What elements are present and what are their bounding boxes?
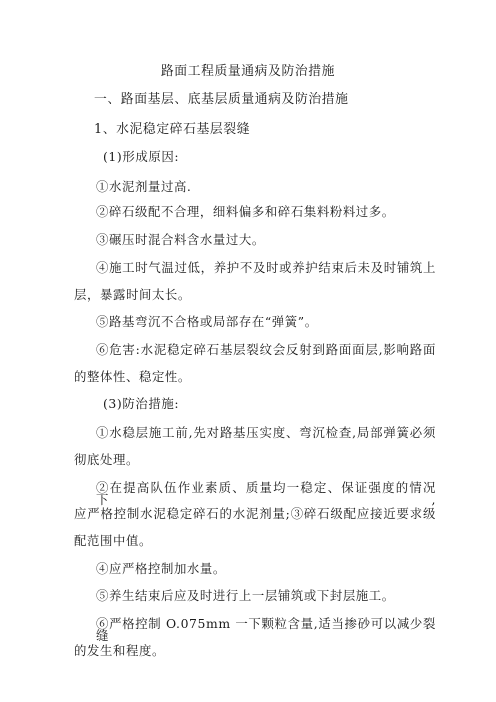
- cause-item-2: ②碎石级配不合理，细料偏多和碎石集料粉料过多。: [96, 204, 395, 219]
- measure-item-6-cont: 的发生和程度。: [74, 643, 165, 658]
- document-title: 路面工程质量通病及防治措施: [160, 64, 336, 79]
- cause-item-6: ⑥危害:水泥稳定碎石基层裂纹会反射到路面面层,影响路面: [96, 342, 436, 357]
- measure-item-5: ⑤养生结束后应及时进行上一层铺筑或下封层施工。: [96, 588, 395, 603]
- cause-item-4: ④施工时气温过低，养护不及时或养护结束后未及时铺筑上: [96, 260, 436, 275]
- section-heading: 一、路面基层、底基层质量通病及防治措施: [94, 92, 349, 107]
- cause-item-6-cont: 的整体性、稳定性。: [74, 369, 191, 384]
- cause-item-4-cont: 层，暴露时间太长。: [74, 287, 191, 302]
- measure-item-1-cont: 彻底处理。: [74, 452, 139, 467]
- cause-item-1: ①水泥剂量过高.: [96, 179, 192, 194]
- cause-item-5: ⑤路基弯沉不合格或局部存在“弹簧”。: [96, 314, 318, 329]
- measure-item-1: ①水稳层施工前,先对路基压实度、弯沉检查,局部弹簧必须: [96, 425, 436, 440]
- measure-item-6: ⑥严格控制 O.075mm 一下颗粒含量,适当掺砂可以减少裂缝: [96, 616, 436, 644]
- causes-heading: (1)形成原因:: [103, 149, 180, 164]
- measure-item-2: ②在提高队伍作业素质、质量均一稳定、保证强度的情况下,: [96, 480, 436, 508]
- subsection-heading: 1、水泥稳定碎石基层裂缝: [94, 122, 251, 137]
- measure-item-2-cont: 应严格控制水泥稳定碎石的水泥剂量;③碎石级配应接近要求级: [74, 506, 436, 521]
- measure-item-3-cont: 配范围中值。: [74, 533, 152, 548]
- cause-item-3: ③碾压时混合料含水量过大。: [96, 232, 265, 247]
- measure-item-4: ④应严格控制加水量。: [96, 561, 226, 576]
- measures-heading: (3)防治措施:: [103, 396, 180, 411]
